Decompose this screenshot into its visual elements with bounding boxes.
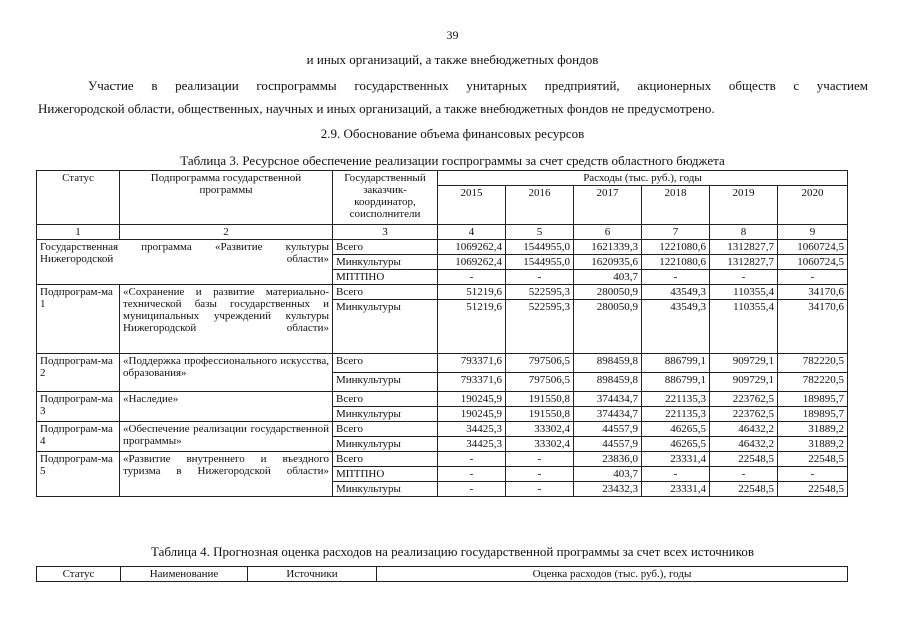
- value-cell: 22548,5: [778, 482, 848, 497]
- value-cell: 403,7: [574, 467, 642, 482]
- table-row: [37, 392, 848, 407]
- value-cell: 23836,0: [574, 452, 642, 467]
- forecast-header-estimate: Оценка расходов (тыс. руб.), годы: [377, 567, 848, 582]
- header-year: 2018: [642, 186, 710, 225]
- value-cell: 43549,3: [642, 285, 710, 300]
- value-cell: 22548,5: [710, 482, 778, 497]
- value-cell: 886799,1: [642, 354, 710, 373]
- value-cell: 44557,9: [574, 437, 642, 452]
- value-cell: 33302,4: [506, 437, 574, 452]
- header-subprogram: Подпрограмма государственной программы: [120, 171, 333, 225]
- value-cell: 22548,5: [710, 452, 778, 467]
- value-cell: 280050,9: [574, 285, 642, 300]
- subprogram-status: Подпрограм-ма 2: [37, 354, 120, 392]
- table-row: [37, 240, 848, 255]
- source-cell: Минкультуры: [333, 407, 438, 422]
- subprogram-status: Подпрограм-ма 1: [37, 285, 120, 354]
- subprogram-name: «Сохранение и развитие материально-технической базы государственных и муниципальных учреждений культуры Нижегородской области»: [120, 285, 333, 354]
- value-cell: 22548,5: [778, 452, 848, 467]
- table3-caption: Таблица 3. Ресурсное обеспечение реализации госпрограммы за счет средств областного бюджета: [180, 153, 725, 168]
- page-number: 39: [446, 28, 459, 42]
- source-cell: Всего: [333, 452, 438, 467]
- value-cell: 190245,9: [438, 392, 506, 407]
- value-cell: 189895,7: [778, 407, 848, 422]
- column-number: 7: [642, 225, 710, 240]
- subprogram-name: «Поддержка профессионального искусства, образования»: [120, 354, 333, 392]
- value-cell: 23432,3: [574, 482, 642, 497]
- source-cell: Всего: [333, 354, 438, 373]
- forecast-table: [36, 566, 848, 582]
- value-cell: 34425,3: [438, 437, 506, 452]
- forecast-header-name: Наименование: [121, 567, 248, 582]
- source-cell: Минкультуры: [333, 373, 438, 392]
- value-cell: 909729,1: [710, 354, 778, 373]
- value-cell: 221135,3: [642, 407, 710, 422]
- column-number: 8: [710, 225, 778, 240]
- value-cell: 1069262,4: [438, 255, 506, 270]
- value-cell: 46432,2: [710, 422, 778, 437]
- source-cell: Всего: [333, 285, 438, 300]
- value-cell: -: [506, 270, 574, 285]
- value-cell: 110355,4: [710, 285, 778, 300]
- section-heading: 2.9. Обоснование объема финансовых ресурсов: [320, 126, 585, 141]
- value-cell: 1621339,3: [574, 240, 642, 255]
- value-cell: 1544955,0: [506, 240, 574, 255]
- value-cell: 797506,5: [506, 354, 574, 373]
- value-cell: -: [642, 270, 710, 285]
- value-cell: 403,7: [574, 270, 642, 285]
- value-cell: -: [778, 467, 848, 482]
- value-cell: 43549,3: [642, 300, 710, 354]
- value-cell: 1544955,0: [506, 255, 574, 270]
- header-customer: Государственный заказчик-координатор, соисполнители: [333, 171, 438, 225]
- column-number: 2: [120, 225, 333, 240]
- forecast-header-sources: Источники: [248, 567, 377, 582]
- value-cell: 909729,1: [710, 373, 778, 392]
- value-cell: 1312827,7: [710, 255, 778, 270]
- source-cell: Всего: [333, 422, 438, 437]
- source-cell: Минкультуры: [333, 482, 438, 497]
- value-cell: -: [438, 452, 506, 467]
- value-cell: -: [778, 270, 848, 285]
- value-cell: 33302,4: [506, 422, 574, 437]
- value-cell: 223762,5: [710, 407, 778, 422]
- source-cell: Всего: [333, 392, 438, 407]
- column-number: 3: [333, 225, 438, 240]
- value-cell: 782220,5: [778, 354, 848, 373]
- value-cell: 522595,3: [506, 300, 574, 354]
- source-cell: Всего: [333, 240, 438, 255]
- table-row: [37, 422, 848, 437]
- value-cell: 374434,7: [574, 407, 642, 422]
- column-number-row: [37, 225, 848, 240]
- subprogram-name: «Обеспечение реализации государственной программы»: [120, 422, 333, 452]
- value-cell: 1221080,6: [642, 240, 710, 255]
- source-cell: МПТПНО: [333, 467, 438, 482]
- value-cell: -: [438, 270, 506, 285]
- paragraph-line-2: Нижегородской области, общественных, научных и иных организаций, а также внебюджетных фондов не предусмотрено.: [38, 101, 715, 116]
- value-cell: 223762,5: [710, 392, 778, 407]
- continuation-line: и иных организаций, а также внебюджетных фондов: [306, 52, 599, 67]
- value-cell: 189895,7: [778, 392, 848, 407]
- value-cell: 44557,9: [574, 422, 642, 437]
- table4-caption: Таблица 4. Прогнозная оценка расходов на реализацию государственной программы за счет всех источников: [151, 544, 754, 559]
- column-number: 6: [574, 225, 642, 240]
- value-cell: 374434,7: [574, 392, 642, 407]
- value-cell: 46432,2: [710, 437, 778, 452]
- header-year: 2019: [710, 186, 778, 225]
- value-cell: 1620935,6: [574, 255, 642, 270]
- value-cell: 221135,3: [642, 392, 710, 407]
- source-cell: МПТПНО: [333, 270, 438, 285]
- value-cell: 797506,5: [506, 373, 574, 392]
- value-cell: 51219,6: [438, 300, 506, 354]
- value-cell: 1060724,5: [778, 240, 848, 255]
- value-cell: 190245,9: [438, 407, 506, 422]
- column-number: 1: [37, 225, 120, 240]
- value-cell: 898459,8: [574, 354, 642, 373]
- value-cell: -: [506, 452, 574, 467]
- source-cell: Минкультуры: [333, 300, 438, 354]
- value-cell: -: [710, 467, 778, 482]
- value-cell: 280050,9: [574, 300, 642, 354]
- value-cell: 793371,6: [438, 354, 506, 373]
- table-row: [37, 452, 848, 467]
- value-cell: 793371,6: [438, 373, 506, 392]
- source-cell: Минкультуры: [333, 437, 438, 452]
- value-cell: -: [506, 467, 574, 482]
- header-year: 2015: [438, 186, 506, 225]
- column-number: 5: [506, 225, 574, 240]
- header-status: Статус: [37, 171, 120, 225]
- value-cell: 31889,2: [778, 422, 848, 437]
- value-cell: 522595,3: [506, 285, 574, 300]
- value-cell: 782220,5: [778, 373, 848, 392]
- value-cell: 31889,2: [778, 437, 848, 452]
- value-cell: 23331,4: [642, 452, 710, 467]
- header-expenses: Расходы (тыс. руб.), годы: [438, 171, 848, 186]
- subprogram-status: Подпрограм-ма 4: [37, 422, 120, 452]
- program-title: Государственная программа «Развитие культуры Нижегородской области»: [37, 240, 333, 285]
- value-cell: -: [710, 270, 778, 285]
- subprogram-name: «Наследие»: [120, 392, 333, 422]
- table-row: [37, 354, 848, 373]
- value-cell: 46265,5: [642, 437, 710, 452]
- column-number: 4: [438, 225, 506, 240]
- subprogram-status: Подпрограм-ма 3: [37, 392, 120, 422]
- value-cell: 34425,3: [438, 422, 506, 437]
- table-row: [37, 285, 848, 300]
- header-row: [37, 171, 848, 186]
- column-number: 9: [778, 225, 848, 240]
- value-cell: -: [438, 467, 506, 482]
- value-cell: 23331,4: [642, 482, 710, 497]
- value-cell: 1221080,6: [642, 255, 710, 270]
- subprogram-status: Подпрограм-ма 5: [37, 452, 120, 497]
- value-cell: 46265,5: [642, 422, 710, 437]
- forecast-header-row: [37, 567, 848, 582]
- value-cell: 110355,4: [710, 300, 778, 354]
- value-cell: -: [506, 482, 574, 497]
- value-cell: 191550,8: [506, 407, 574, 422]
- value-cell: 898459,8: [574, 373, 642, 392]
- resource-table: [36, 170, 848, 497]
- source-cell: Минкультуры: [333, 255, 438, 270]
- value-cell: 34170,6: [778, 300, 848, 354]
- value-cell: 1069262,4: [438, 240, 506, 255]
- value-cell: 51219,6: [438, 285, 506, 300]
- value-cell: 1312827,7: [710, 240, 778, 255]
- value-cell: 1060724,5: [778, 255, 848, 270]
- subprogram-name: «Развитие внутреннего и въездного туризма в Нижегородской области»: [120, 452, 333, 497]
- value-cell: -: [438, 482, 506, 497]
- header-year: 2016: [506, 186, 574, 225]
- forecast-header-status: Статус: [37, 567, 121, 582]
- header-year: 2017: [574, 186, 642, 225]
- value-cell: 191550,8: [506, 392, 574, 407]
- paragraph-line-1: Участие в реализации госпрограммы государственных унитарных предприятий, акционерных обществ с участием: [88, 78, 868, 93]
- value-cell: -: [642, 467, 710, 482]
- value-cell: 34170,6: [778, 285, 848, 300]
- header-year: 2020: [778, 186, 848, 225]
- value-cell: 886799,1: [642, 373, 710, 392]
